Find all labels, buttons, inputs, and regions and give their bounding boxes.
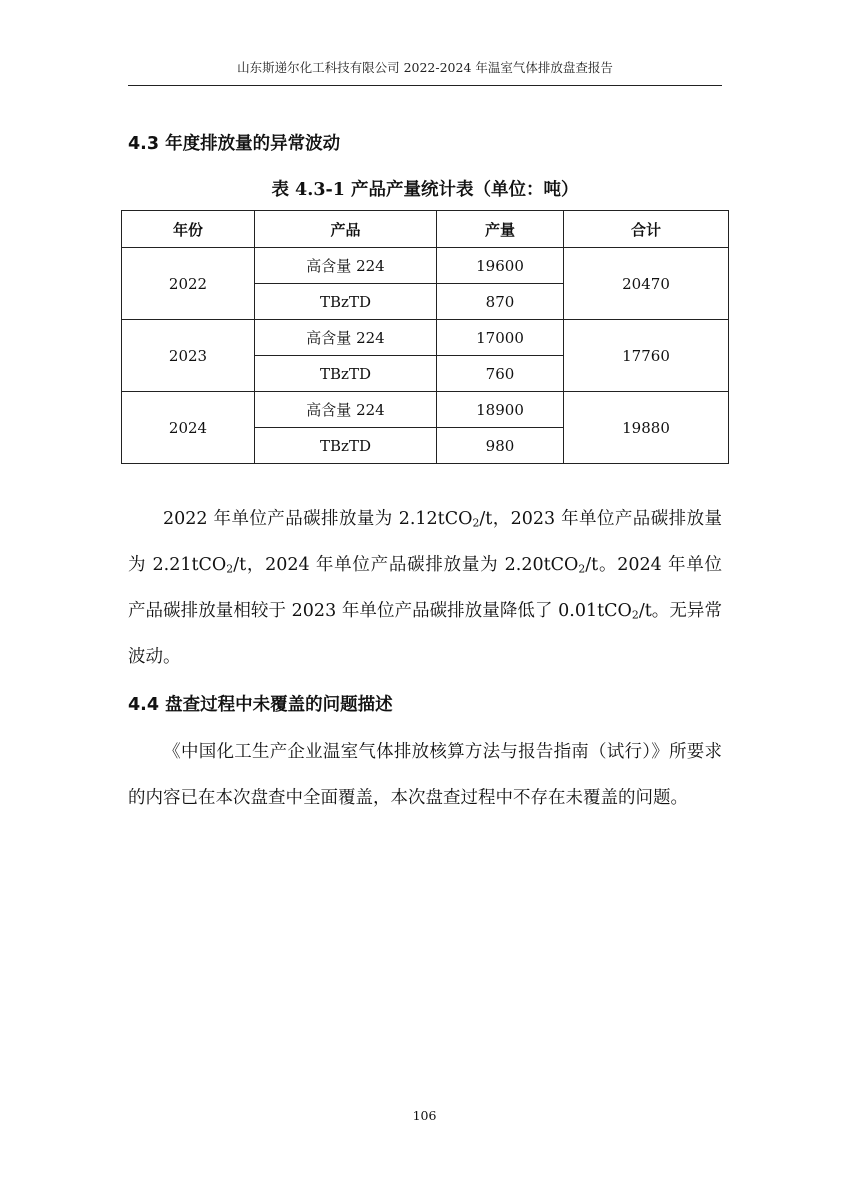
output-cell: 17000 — [437, 320, 564, 356]
coverage-paragraph — [128, 729, 722, 821]
page-header: 山东斯递尔化工科技有限公司 2022-2024 年温室气体排放盘查报告 — [237, 60, 613, 75]
product-cell: 高含量 224 — [255, 320, 437, 356]
table-caption: 表 4.3-1 产品产量统计表（单位：吨） — [271, 180, 579, 200]
year-cell: 2023 — [122, 320, 255, 392]
product-cell: TBzTD — [255, 284, 437, 320]
output-cell: 760 — [437, 356, 564, 392]
subscript: 2 — [226, 562, 234, 576]
total-cell: 20470 — [564, 248, 729, 320]
subscript: 2 — [631, 608, 639, 622]
header-divider — [128, 85, 722, 86]
subscript: 2 — [472, 516, 480, 530]
section-4-4-title: 4.4 盘查过程中未覆盖的问题描述 — [128, 695, 393, 715]
year-cell: 2022 — [122, 248, 255, 320]
product-cell: 高含量 224 — [255, 392, 437, 428]
paragraph-text: 2022 年单位产品碳排放量为 2.12tCO — [163, 509, 473, 529]
paragraph-text: 《中国化工生产企业温室气体排放核算方法与报告指南（试行）》所要求的内容已在本次盘查中全面覆盖，本次盘查过程中不存在未覆盖的问题。 — [128, 742, 722, 808]
paragraph-text: /t。无异常波动。 — [128, 601, 722, 667]
product-cell: TBzTD — [255, 428, 437, 464]
output-cell: 18900 — [437, 392, 564, 428]
page-number: 106 — [412, 1108, 437, 1123]
paragraph-text: /t，2023 年单位产品碳排放量为 2.21tCO — [128, 509, 722, 575]
col-header-total: 合计 — [564, 211, 729, 248]
table-row — [122, 320, 729, 356]
table-row — [122, 248, 729, 284]
total-cell: 19880 — [564, 392, 729, 464]
col-header-output: 产量 — [437, 211, 564, 248]
col-header-product: 产品 — [255, 211, 437, 248]
product-cell: TBzTD — [255, 356, 437, 392]
output-cell: 19600 — [437, 248, 564, 284]
paragraph-text: /t，2024 年单位产品碳排放量为 2.20tCO — [233, 555, 579, 575]
table-header-row — [122, 211, 729, 248]
col-header-year: 年份 — [122, 211, 255, 248]
emission-analysis-paragraph — [128, 496, 722, 680]
section-4-3-title: 4.3 年度排放量的异常波动 — [128, 134, 341, 154]
output-cell: 870 — [437, 284, 564, 320]
product-output-table — [121, 210, 729, 464]
subscript: 2 — [578, 562, 586, 576]
table-row — [122, 392, 729, 428]
paragraph-text: /t。2024 年单位产品碳排放量相较于 2023 年单位产品碳排放量降低了 0.01tCO — [128, 555, 723, 621]
year-cell: 2024 — [122, 392, 255, 464]
total-cell: 17760 — [564, 320, 729, 392]
output-cell: 980 — [437, 428, 564, 464]
product-cell: 高含量 224 — [255, 248, 437, 284]
